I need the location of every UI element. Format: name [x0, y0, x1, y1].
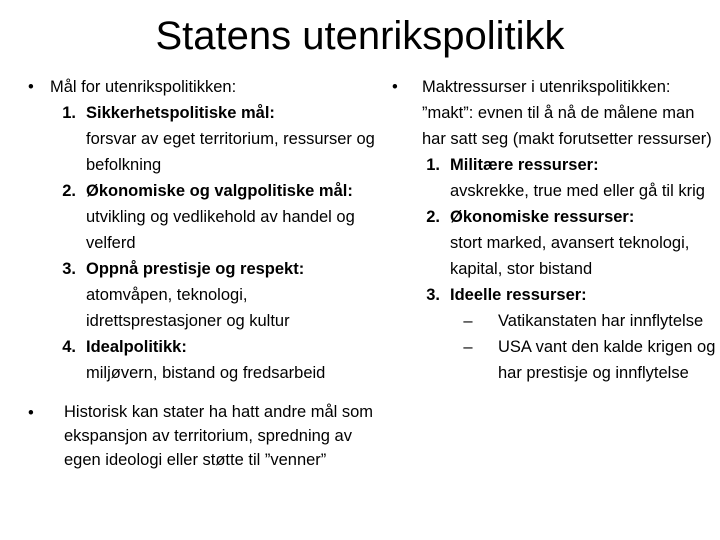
right-bullet-resources [392, 74, 718, 152]
left-bullet-history-text: Historisk kan stater ha hatt andre mål som ekspansjon av territorium, spredning av egen ideologi eller støtte til ”venner” [64, 403, 374, 469]
dash-icon: – [463, 338, 473, 356]
item-heading: Sikkerhetspolitiske mål: [86, 104, 275, 122]
list-item [50, 100, 378, 178]
item-body: forsvar av eget territorium, ressurser og befolkning [86, 130, 375, 174]
sub-list-item [438, 334, 718, 386]
item-body: utvikling og vedlikehold av handel og velferd [86, 208, 355, 252]
item-number: 3. [426, 286, 440, 304]
item-heading: Økonomiske ressurser: [450, 208, 635, 226]
item-body: atomvåpen, teknologi, idrettsprestasjoner og kultur [86, 286, 290, 330]
sub-item-text: Vatikanstaten har innflytelse [498, 312, 704, 330]
item-number: 3. [62, 260, 76, 278]
list-item [392, 152, 718, 204]
dash-icon: – [463, 312, 473, 330]
item-heading: Idealpolitikk: [86, 338, 187, 356]
item-body: miljøvern, bistand og fredsarbeid [86, 364, 326, 382]
item-number: 2. [62, 182, 76, 200]
slide-title: Statens utenrikspolitikk [155, 14, 565, 58]
item-body: stort marked, avansert teknologi, kapital, stor bistand [450, 234, 690, 278]
item-heading: Oppnå prestisje og respekt: [86, 260, 305, 278]
right-bullet-resources-text: Maktressurser i utenrikspolitikken: ”makt”: evnen til å nå de målene man har satt seg (makt forutsetter ressurser) [422, 78, 712, 148]
left-column [28, 74, 378, 472]
list-item [392, 282, 718, 308]
item-heading: Ideelle ressurser: [450, 286, 587, 304]
list-item [50, 334, 378, 386]
bullet-icon: • [28, 78, 34, 96]
left-numbered-list [50, 100, 378, 386]
bullet-icon: • [392, 78, 398, 96]
item-number: 2. [426, 208, 440, 226]
item-number: 4. [62, 338, 76, 356]
item-body: avskrekke, true med eller gå til krig [450, 182, 705, 200]
list-item [50, 178, 378, 256]
left-bullet-history [28, 400, 378, 472]
list-item [392, 204, 718, 282]
bullet-icon: • [28, 404, 34, 422]
item-number: 1. [426, 156, 440, 174]
right-column [392, 74, 718, 386]
left-bullet-goals [28, 74, 378, 100]
list-item [50, 256, 378, 334]
right-numbered-list [392, 152, 718, 386]
left-bullet-goals-text: Mål for utenrikspolitikken: [50, 78, 237, 96]
item-heading: Økonomiske og valgpolitiske mål: [86, 182, 353, 200]
item-number: 1. [62, 104, 76, 122]
sub-list-item [438, 308, 718, 334]
sub-item-text: USA vant den kalde krigen og har prestisje og innflytelse [498, 338, 716, 382]
item-heading: Militære ressurser: [450, 156, 599, 174]
